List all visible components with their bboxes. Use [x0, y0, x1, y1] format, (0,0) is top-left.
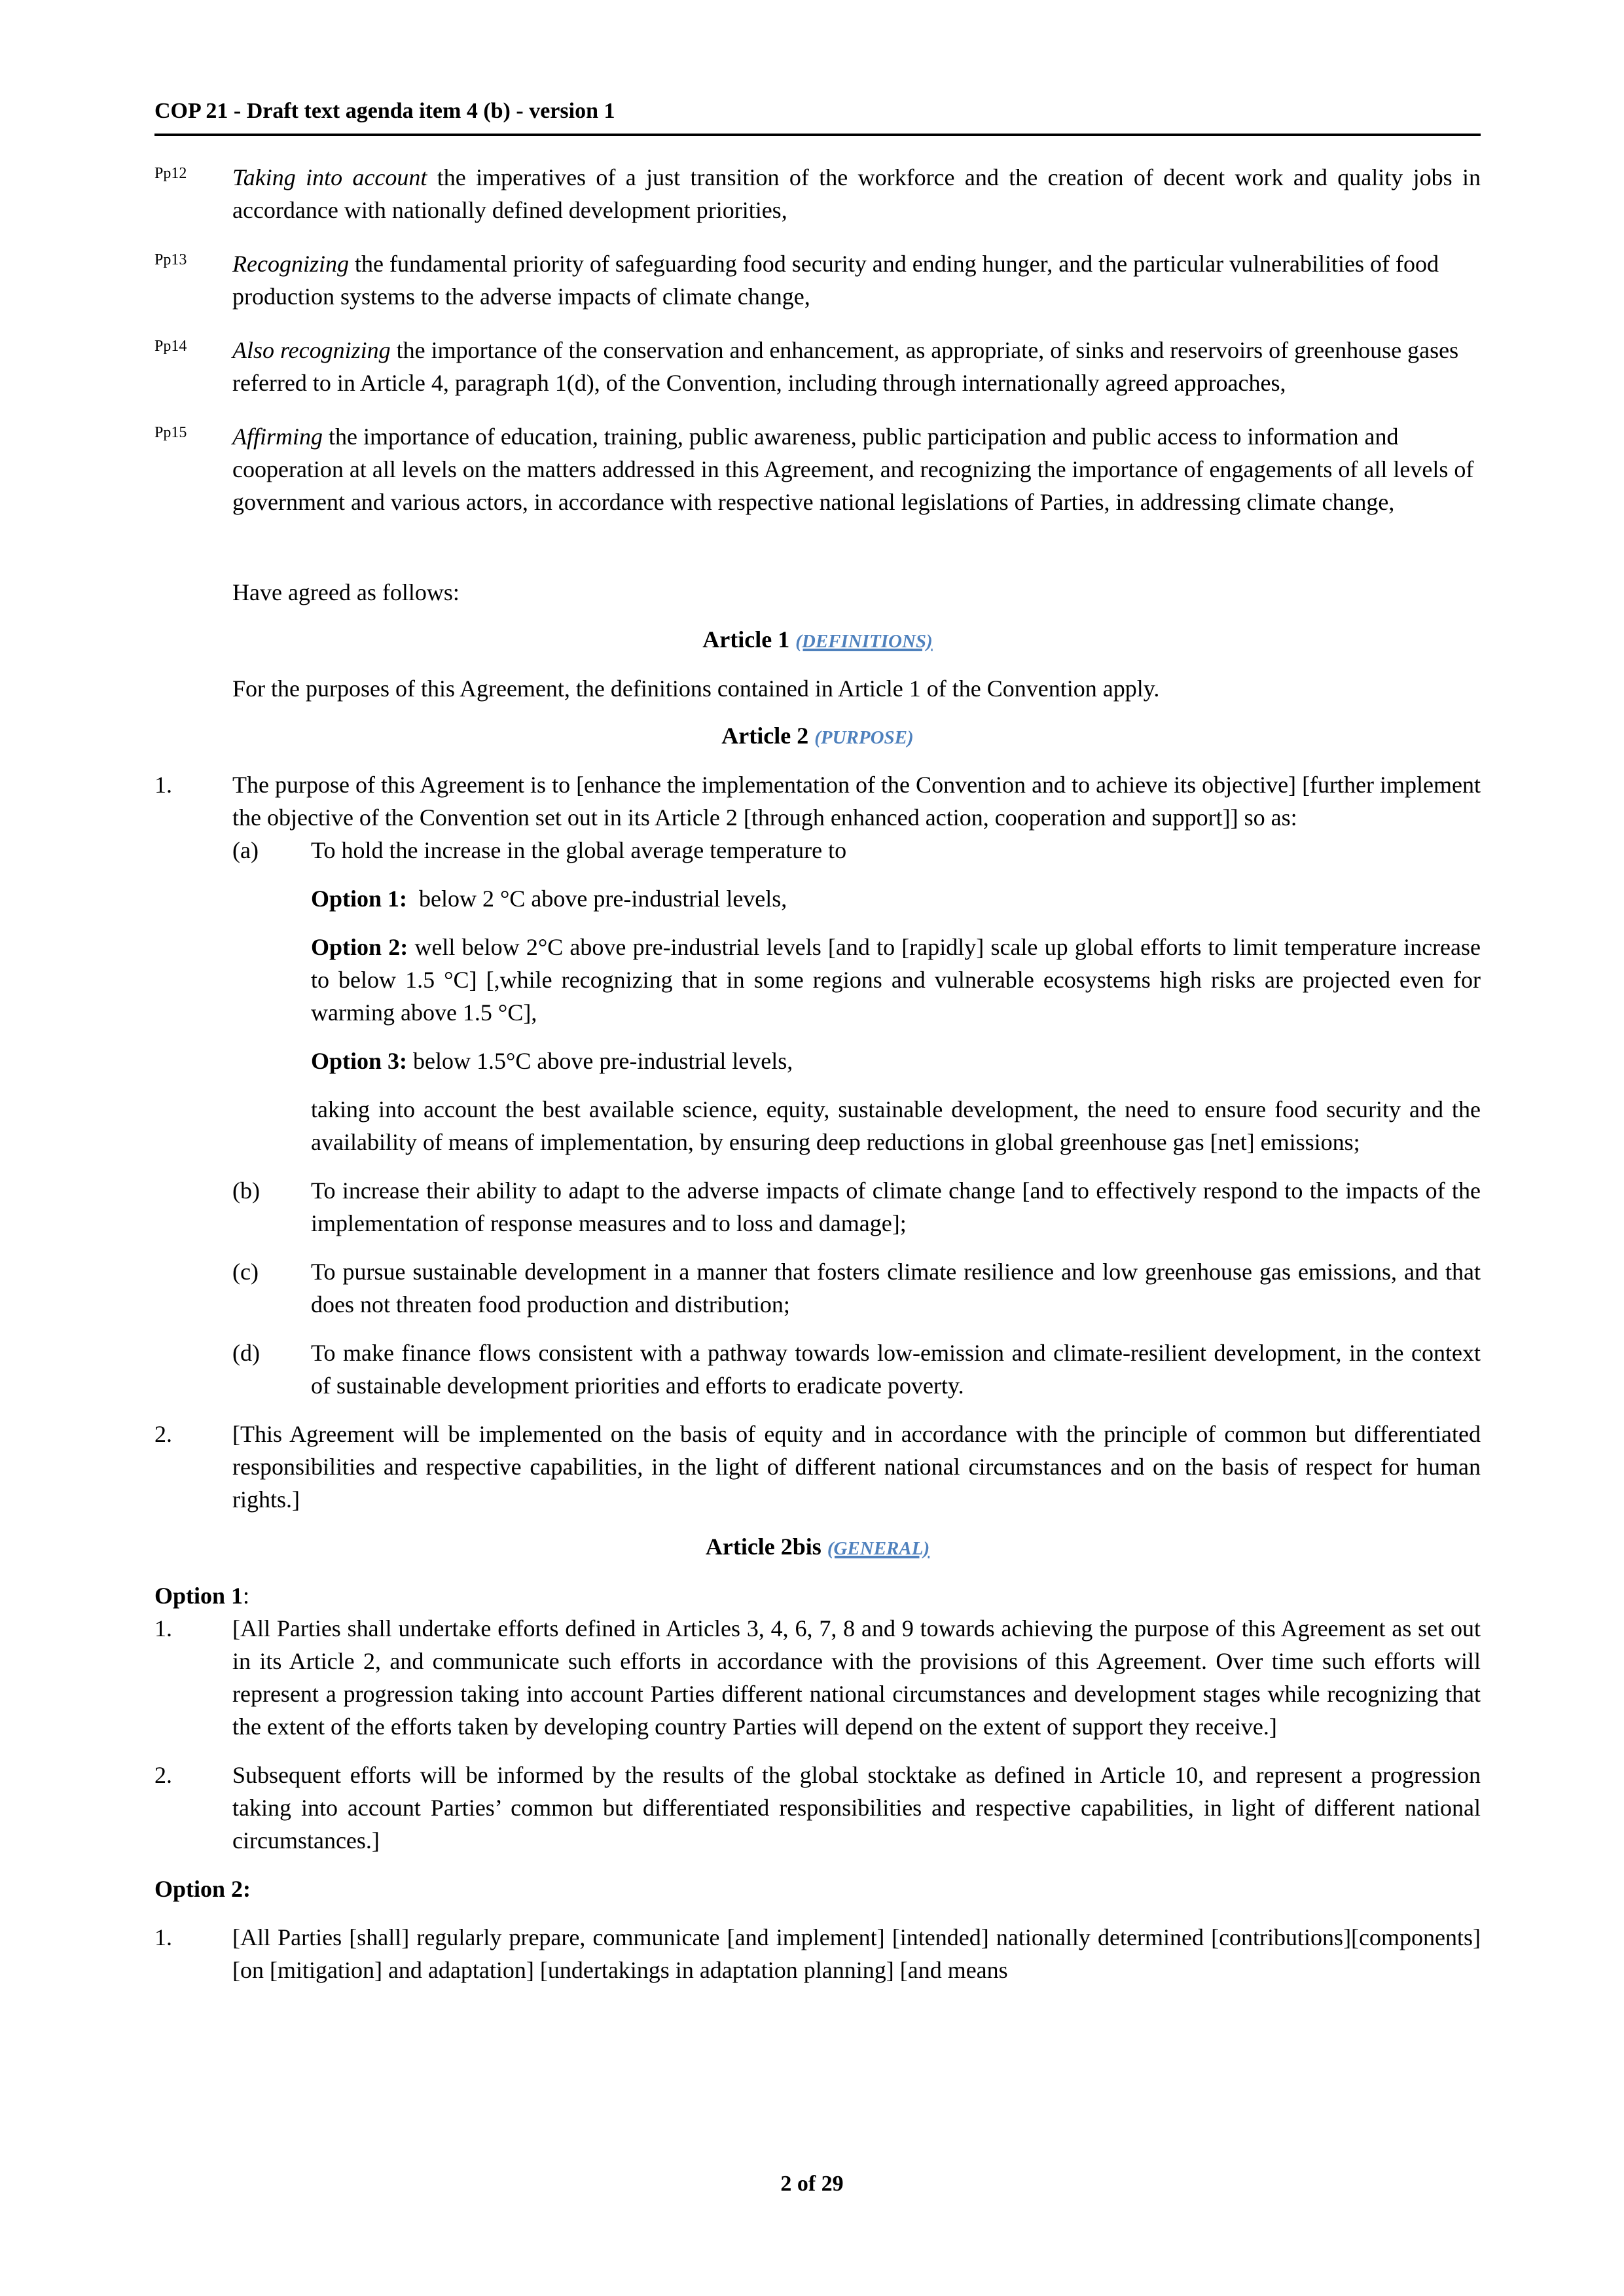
sub-item-a: (a) To hold the increase in the global average temperature to: [232, 837, 847, 863]
temperature-option-1: Option 1: below 2 °C above pre-industrial levels,: [311, 886, 787, 912]
lead-phrase: Affirming: [232, 423, 323, 450]
article-1-tag[interactable]: (DEFINITIONS): [795, 631, 933, 652]
document-body: [154, 136, 1481, 1986]
paragraph-label: Pp12: [154, 165, 187, 182]
paragraph-label: Pp15: [154, 424, 187, 441]
preamble-paragraph: [154, 334, 1481, 399]
option-1-heading: Option 1:: [154, 1583, 250, 1609]
paragraph-label: Pp14: [154, 338, 187, 355]
article-1-text: For the purposes of this Agreement, the definitions contained in Article 1 of the Convention apply.: [232, 675, 1160, 702]
numbered-paragraph: 1. [All Parties [shall] regularly prepare, communicate [and implement] [intended] nationally determined [contributions][components] [on [mitigation] and adaptation] [undertakings in adaptation planning] [and means: [154, 1924, 1481, 1983]
lead-phrase: Also recognizing: [232, 337, 391, 363]
numbered-paragraph: 1. The purpose of this Agreement is to [enhance the implementation of the Convention and to achieve its objective] [further implement the objective of the Convention set out in its Article 2 [through enhanced action, cooperation and support]] so as:: [154, 772, 1481, 831]
numbered-paragraph: 2. Subsequent efforts will be informed by the results of the global stocktake as defined in Article 10, and represent a progression taking into account Parties’ common but differentiated responsibilities and respective capabilities, in light of different national circumstances.]: [154, 1762, 1481, 1854]
numbered-paragraph: 1. [All Parties shall undertake efforts defined in Articles 3, 4, 6, 7, 8 and 9 towards achieving the purpose of this Agreement as set out in its Article 2, and communicate such efforts in accordance with the provisions of this Agreement. Over time such efforts will represent a progression taking into account Parties different national circumstances and development stages while recognizing that the extent of the efforts taken by developing country Parties will depend on the extent of support they receive.]: [154, 1615, 1481, 1740]
sub-item-d: (d) To make finance flows consistent with a pathway towards low-emission and climate-resilient development, in the context of sustainable development priorities and efforts to eradicate poverty.: [232, 1340, 1481, 1399]
article-1-heading: Article 1 (DEFINITIONS): [702, 626, 933, 653]
preamble-paragraph: [154, 247, 1481, 313]
temperature-option-3: Option 3: below 1.5°C above pre-industrial levels,: [311, 1048, 793, 1074]
sub-item-b: (b) To increase their ability to adapt to the adverse impacts of climate change [and to effectively respond to the impacts of the implementation of response measures and to loss and damage];: [232, 1177, 1481, 1236]
option-2-heading: Option 2:: [154, 1876, 251, 1902]
sub-item-c: (c) To pursue sustainable development in a manner that fosters climate resilience and low greenhouse gas emissions, and that does not threaten food production and distribution;: [232, 1259, 1481, 1318]
preamble-paragraph: [154, 161, 1481, 226]
article-2-tag[interactable]: (PURPOSE): [814, 727, 914, 748]
paragraph-text: the importance of education, training, public awareness, public participation and public access to information and cooperation at all levels on the matters addressed in this Agreement, and recognizing the importance of engagements of all levels of government and various actors, in accordance with respective national legislations of Parties, in addressing climate change,: [232, 423, 1474, 515]
article-2-heading: Article 2 (PURPOSE): [721, 723, 914, 749]
article-2bis-tag[interactable]: (GENERAL): [827, 1538, 930, 1559]
lead-phrase: Taking into account: [232, 164, 427, 190]
document-page: [154, 98, 1481, 1986]
paragraph-text: the imperatives of a just transition of the workforce and the creation of decent work and quality jobs in accordance with nationally defined development priorities,: [232, 164, 1481, 223]
numbered-paragraph: 2. [This Agreement will be implemented on the basis of equity and in accordance with the principle of common but differentiated responsibilities and respective capabilities, in the light of different national circumstances and on the basis of respect for human rights.]: [154, 1421, 1481, 1513]
article-2bis-heading: Article 2bis (GENERAL): [705, 1534, 930, 1560]
temperature-option-2: Option 2: well below 2°C above pre-industrial levels [and to [rapidly] scale up global efforts to limit temperature increase to below 1.5 °C] [,while recognizing that in some regions and vulnerable ecosystems high risks are projected even for warming above 1.5 °C],: [311, 934, 1481, 1026]
paragraph-text: the importance of the conservation and enhancement, as appropriate, of sinks and reservoirs of greenhouse gases referred to in Article 4, paragraph 1(d), of the Convention, including through internationally agreed approaches,: [232, 337, 1459, 396]
paragraph-text: the fundamental priority of safeguarding food security and ending hunger, and the particular vulnerabilities of food production systems to the adverse impacts of climate change,: [232, 251, 1439, 310]
paragraph-label: Pp13: [154, 251, 187, 268]
lead-phrase: Recognizing: [232, 251, 349, 277]
page-header: COP 21 - Draft text agenda item 4 (b) - version 1: [154, 98, 1481, 136]
preamble-paragraph: [154, 420, 1481, 518]
agreed-statement: Have agreed as follows:: [232, 579, 460, 605]
page-number: 2 of 29: [780, 2172, 844, 2196]
taking-into-account-clause: taking into account the best available science, equity, sustainable development, the need to ensure food security and the availability of means of implementation, by ensuring deep reductions in global greenhouse gas [net] emissions;: [311, 1096, 1481, 1155]
